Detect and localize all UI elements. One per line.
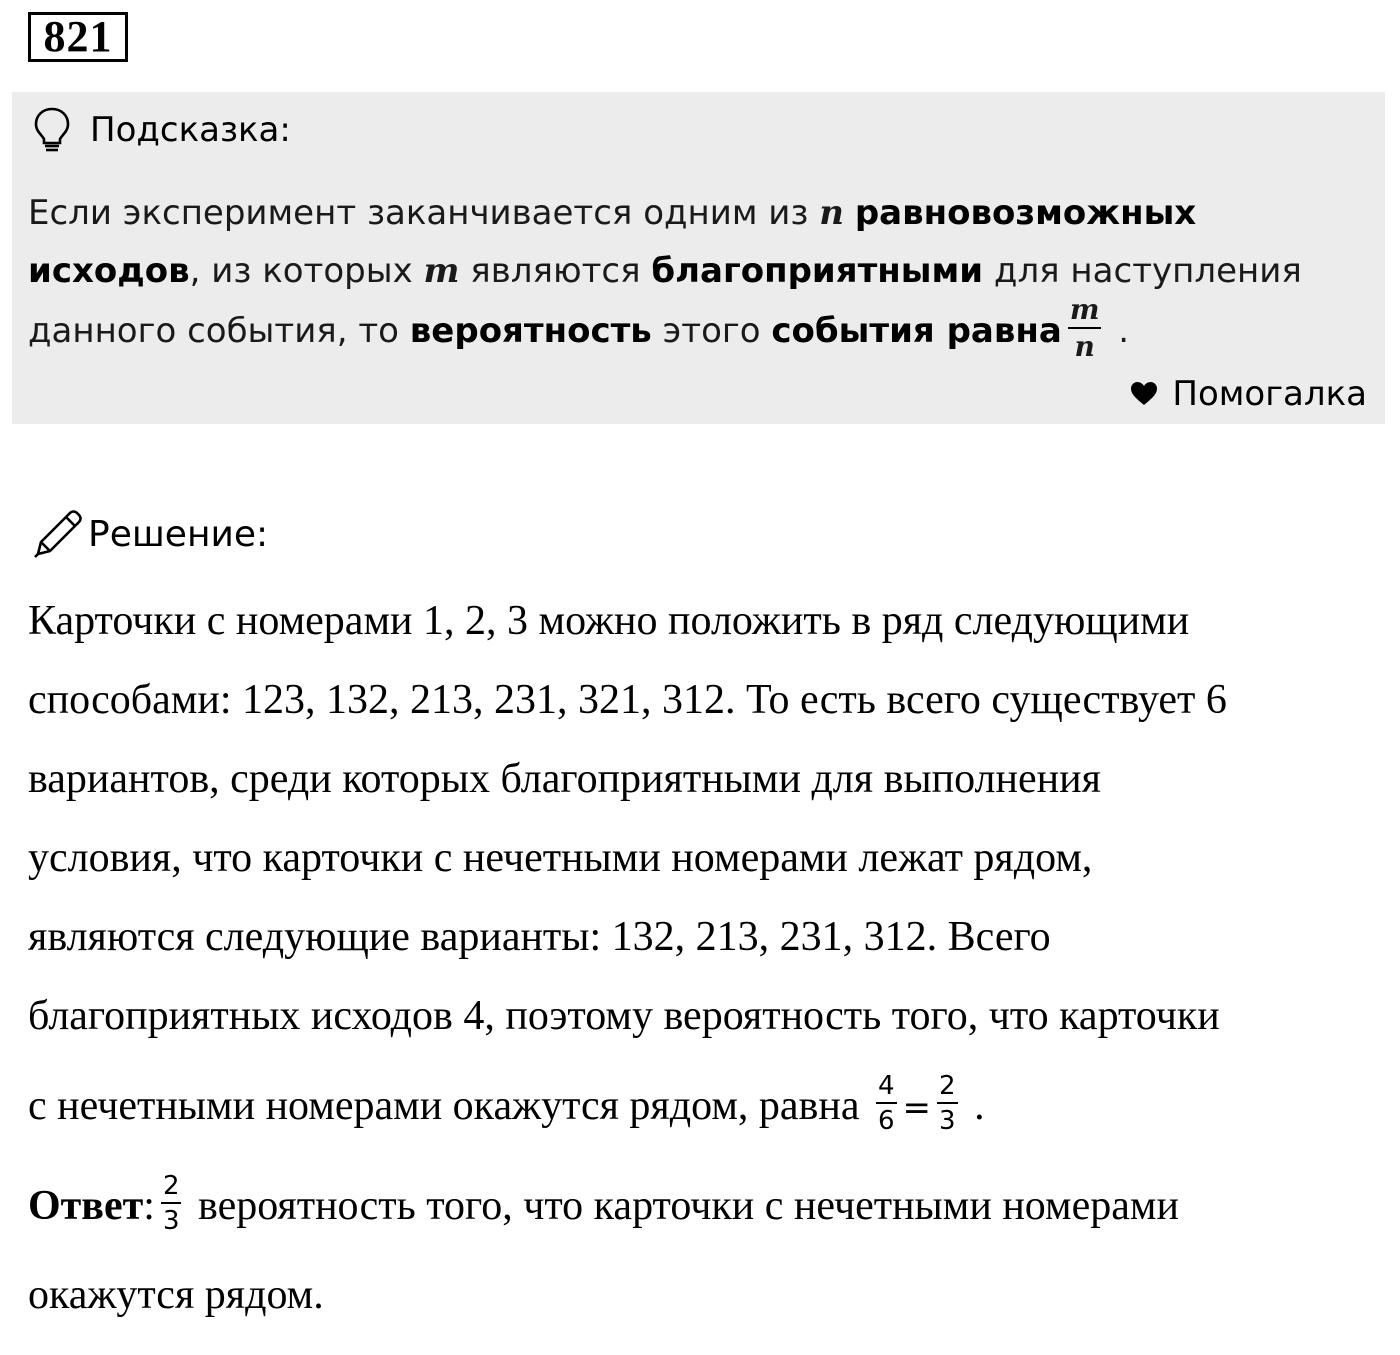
pencil-icon [32,508,82,560]
answer-colon: : [143,1183,155,1229]
brand-name: Помогалка [1172,374,1367,414]
fraction-denominator: n [1074,330,1095,363]
fraction-numerator: 4 [876,1073,897,1104]
hint-text [844,193,855,233]
solution-line: способами: 123, 132, 213, 231, 321, 312. То есть всего существует 6 [28,677,1227,723]
solution-body [28,582,1378,1335]
answer-text: вероятность того, что карточки с нечетными номерами [187,1183,1179,1229]
hint-text: , из которых [189,251,424,291]
hint-line [28,242,1373,300]
hint-text: являются [459,251,652,291]
hint-bold-text: исходов [28,251,190,291]
hint-bold-text: вероятность [409,311,652,351]
solution-line [28,1056,1378,1156]
hint-text: . [1107,311,1130,351]
solution-line: условия, что карточки с нечетными номерами лежат рядом, [28,835,1093,881]
fraction-4-6 [876,1070,897,1136]
hint-text: данного события, то [28,311,410,351]
fraction-denominator: 3 [162,1205,180,1236]
fraction-numerator: m [1068,296,1102,329]
hint-body [28,184,1373,363]
solution-line: являются следующие варианты: 132, 213, 231, 312. Всего [28,914,1051,960]
problem-number: 821 [28,12,128,62]
answer-line: окажутся рядом. [28,1272,324,1318]
answer-label: Ответ [28,1183,144,1229]
var-n: n [819,193,844,233]
hint-title: Подсказка: [90,110,291,150]
hint-text: для наступления [983,251,1302,291]
solution-title: Решение: [88,513,269,555]
solution-text: с нечетными номерами окажутся рядом, равна [28,1083,870,1129]
var-m: m [423,251,460,291]
fraction-denominator: 6 [878,1105,895,1136]
fraction-denominator: 3 [939,1105,956,1136]
answer-line [28,1156,1378,1256]
hint-bold-text: события равна [771,311,1062,351]
hint-text: Если эксперимент заканчивается одним из [28,193,820,233]
solution-text: . [963,1083,985,1129]
hint-text: этого [651,311,772,351]
solution-line: вариантов, среди которых благоприятными для выполнения [28,756,1101,802]
solution-header [32,508,268,560]
solution-line: Карточки с номерами 1, 2, 3 можно положить в ряд следующими [28,598,1190,644]
hint-header [32,106,291,154]
lightbulb-icon [32,106,72,154]
brand [1130,374,1367,414]
hint-box [12,92,1385,424]
solution-line: благоприятных исходов 4, поэтому вероятность того, что карточки [28,993,1220,1039]
fraction-m-over-n [1068,293,1102,363]
fraction-numerator: 2 [161,1173,182,1204]
hint-bold-text: благоприятными [651,251,984,291]
hint-bold-text: равновозможных [854,193,1197,233]
equals-sign: = [902,1088,932,1128]
fraction-2-3 [937,1070,958,1136]
heart-icon [1130,381,1158,407]
fraction-2-3 [161,1170,182,1236]
hint-line [28,293,1373,363]
fraction-numerator: 2 [937,1073,958,1104]
hint-line [28,184,1373,242]
